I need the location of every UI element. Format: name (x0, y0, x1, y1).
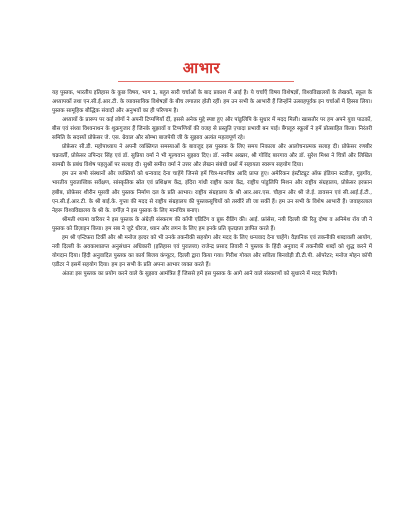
paragraph: हम श्री एन्टिफ़रा टिर्की और श्री मनोज हल्दर को भी उनके तकनीकी सहयोग और मदद के लिए धन्यवाद देना चाहेंगे। वैज्ञानिक एवं तकनीकी शब्दावली आयोग, नयी दिल्ली के अवकाशप्राप्त अनुसंधान अधिकारी (इतिहास एवं पुरातत्त्व) राजेन्द्र प्रसाद तिवारी ने पुस्तक के हिंदी अनुवाद में तकनीकी शब्दों को शुद्ध करने में योगदान दिया। हिंदी अनुवादित पुस्तक का कार्य बिजय कंप्यूटर, दिल्ली द्वारा किया गया। गिरीश गोयल और सविता बिनवोड़ी डी.टी.पी. ऑपरेटर; मनोज मोहन कॉपी एडीटर ने इसमें सहयोग दिया। हम इन सभी के प्रति अपना आभार व्यक्त करते हैं। (52, 234, 372, 268)
paragraph: हम उन सभी संस्थानों और व्यक्तियों को धन्यवाद देना चाहेंगे जिनसे हमें चित्र-मानचित्र आदि प्राप्त हुए। अमेरिकन इंस्टीट्यूट ऑफ़ इंडियन स्टडीज़, गुड़गाँव, भारतीय पुरातात्त्विक सर्वेक्षण, सांस्कृतिक स्रोत एवं प्रशिक्षण केंद्र, इंदिरा गांधी राष्ट्रीय कला केंद्र, राष्ट्रीय पांडुलिपि मिशन और राष्ट्रीय संग्रहालय, प्रोफ़ेसर इरफ़ान हबीब, प्रोफ़ेसर शीरीन मूसवी और पुस्तक निर्माण दल के प्रति आभार। राष्ट्रीय संग्रहालय के श्री आर.आर.एस. चौहान और श्री जे.ई. डावसन एवं सी.आई.ई.टी., एन.सी.ई.आर.टी. के श्री बाई.के. गुप्ता की मदद से राष्ट्रीय संग्रहालय की पुस्तकसूचियों को तस्वीरें ली जा सकीं हैं। हम उन सभी के विशेष आभारी हैं। जवाहरलाल नेहरू विश्वविद्यालय के श्री के. वर्गीज़ ने इस पुस्तक के लिए मानचित्र बनाए। (52, 171, 372, 214)
page-title: आभार (182, 59, 221, 77)
paragraph: अंततः इस पुस्तक का प्रयोग करने वाले के सुझाव आमंत्रित हैं जिससे हमें इस पुस्तक के आगे आने वाले संस्करणों को सुधारने में मदद मिलेगी। (62, 270, 338, 277)
paragraph: अध्यायों के प्रारूप पर कई लोगों ने अपनी टिप्पणियाँ दीं, इससे अनेक मुद्दे स्पष्ट हुए और पांडुलिपि के सुधार में मदद मिली। खासतौर पर हम अपने युवा पाठकों, बीस एवं संध्या विश्वनाथन के शुक्रगुजार हैं जिनके सुझावों व टिप्पणियों की वजह से प्रस्तुति ज़्यादा प्रभावी बन पाई। बैंगलूरु स्कूलों ने हमें प्रोत्साहित किया। निरंतरी समिति के सदस्यों प्रोफ़ेसर जे. एस. ग्रेवाल और सोम्भा बाजपेयी जी के सुझाव अत्यंत महत्वपूर्ण रहे। (52, 117, 372, 142)
title-underline (118, 81, 294, 82)
paragraph: यह पुस्तक, भारतीय इतिहास के कुछ विषय, भाग 1, बहुत सारी चर्चाओं के बाद प्रकाश में आई है। ये चर्चाएँ विषय विशेषज्ञों, विश्वविद्यालयों के लेखकों, स्कूल के अध्यापकों तथा एन.सी.ई.आर.टी. के व्यावसायिक विशेषज्ञों के बीच लगातार होती रहीं। हम उन सभी के आभारी हैं जिन्होंने उत्साहपूर्वक इन चर्चाओं में हिस्सा लिया। पुस्तक सामूहिक बौद्धिक संवादों और अनुभवों का ही परिणाम है। (52, 90, 372, 115)
paragraph: प्रोफ़ेसर सी.डी. महोपाध्याय ने अपनी व्यक्तिगत समस्याओं के बावजूद इस पुस्तक के लिए समय निकाला और आलोचनात्मक सलाह दी। प्रोफ़ेसर रणबीर चक्रवर्ती, प्रोफ़ेसर उपिन्दर सिंह एवं डॉ. सुप्रिया वर्मा ने भी मूल्यवान सुझाव दिए। डॉ. नसीम अख्तर, श्री गोविंद बारगाव और डॉ. सुरेश मिश्रा ने चित्रों और लिखित सामग्री के प्रबंध विशेष पहलुओं पर सलाह दी। सुश्री समीरा वर्मा ने उत्तर और लेखन संबंधी प्रश्नों में सहायता स्वरूप सहयोग दिया। (52, 144, 372, 169)
paragraph: श्रीमती श्यामा वारियर ने इस पुस्तक के अंग्रेज़ी संस्करण की कॉपी एडिटिंग व प्रूफ़ रीडिंग की। आई. फ्रांसेस, नयी दिल्ली की रितु दोषा व अनिमेश रॉय जी ने पुस्तक को डिज़ाइन किया। हम सब ने जुटे धीरज, ध्यान और लगन के लिए हम इनके प्रति कृतज्ञता ज्ञापित करते हैं। (52, 216, 372, 232)
body-text (52, 89, 372, 279)
